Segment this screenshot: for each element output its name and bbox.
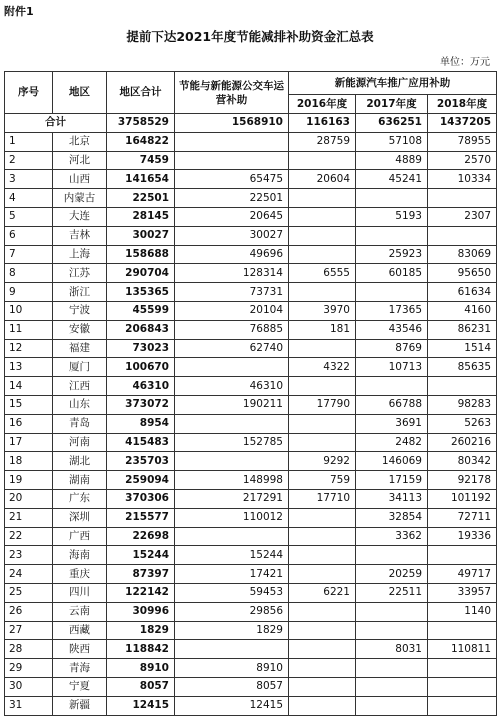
cell-region: 大连: [53, 207, 107, 226]
cell-2018: [428, 546, 497, 565]
cell-2017: [356, 677, 428, 696]
cell-region: 山东: [53, 395, 107, 414]
cell-index: 17: [5, 433, 53, 452]
cell-bus-subsidy: 22501: [175, 189, 289, 208]
cell-region-total: 1829: [107, 621, 175, 640]
cell-bus-subsidy: 76885: [175, 320, 289, 339]
cell-region-total: 7459: [107, 151, 175, 170]
cell-region-total: 122142: [107, 583, 175, 602]
cell-bus-subsidy: 148998: [175, 471, 289, 490]
cell-2016: 28759: [289, 132, 356, 151]
cell-region-total: 22698: [107, 527, 175, 546]
cell-2017: [356, 283, 428, 302]
cell-2017: 45241: [356, 170, 428, 189]
cell-2016: [289, 677, 356, 696]
table-row: [5, 358, 497, 377]
cell-bus-subsidy: [175, 640, 289, 659]
cell-2016: [289, 602, 356, 621]
attachment-label: 附件1: [4, 5, 34, 18]
cell-index: 15: [5, 395, 53, 414]
cell-2017: [356, 659, 428, 678]
table-row: [5, 546, 497, 565]
cell-region: 上海: [53, 245, 107, 264]
cell-bus-subsidy: [175, 527, 289, 546]
table-row: [5, 132, 497, 151]
cell-region-total: 164822: [107, 132, 175, 151]
cell-2018: 72711: [428, 508, 497, 527]
cell-region-total: 118842: [107, 640, 175, 659]
cell-2016: [289, 527, 356, 546]
header-index: 序号: [5, 72, 53, 114]
cell-index: 1: [5, 132, 53, 151]
table-row: [5, 621, 497, 640]
cell-bus-subsidy: 29856: [175, 602, 289, 621]
total-bus: 1568910: [175, 114, 289, 133]
cell-2018: [428, 226, 497, 245]
cell-region: 湖南: [53, 471, 107, 490]
cell-bus-subsidy: 46310: [175, 377, 289, 396]
cell-2016: 3970: [289, 301, 356, 320]
cell-region: 江西: [53, 377, 107, 396]
cell-index: 2: [5, 151, 53, 170]
cell-region: 湖北: [53, 452, 107, 471]
cell-2016: 759: [289, 471, 356, 490]
cell-region: 山西: [53, 170, 107, 189]
cell-region: 西藏: [53, 621, 107, 640]
table-row: [5, 245, 497, 264]
cell-bus-subsidy: 30027: [175, 226, 289, 245]
cell-index: 19: [5, 471, 53, 490]
cell-2017: [356, 189, 428, 208]
cell-2018: 85635: [428, 358, 497, 377]
cell-2017: 8769: [356, 339, 428, 358]
cell-index: 16: [5, 414, 53, 433]
table-row: [5, 602, 497, 621]
cell-region: 深圳: [53, 508, 107, 527]
cell-2018: 80342: [428, 452, 497, 471]
cell-2018: 101192: [428, 489, 497, 508]
cell-index: 23: [5, 546, 53, 565]
cell-region-total: 15244: [107, 546, 175, 565]
header-2017: 2017年度: [356, 95, 428, 114]
cell-index: 21: [5, 508, 53, 527]
cell-index: 22: [5, 527, 53, 546]
cell-region: 青岛: [53, 414, 107, 433]
table-row: [5, 640, 497, 659]
cell-region-total: 100670: [107, 358, 175, 377]
cell-index: 20: [5, 489, 53, 508]
table-row: [5, 377, 497, 396]
cell-2016: [289, 546, 356, 565]
table-row: [5, 677, 497, 696]
cell-region-total: 259094: [107, 471, 175, 490]
cell-2018: 86231: [428, 320, 497, 339]
cell-bus-subsidy: 49696: [175, 245, 289, 264]
cell-bus-subsidy: 20645: [175, 207, 289, 226]
table-row: [5, 339, 497, 358]
cell-region: 广东: [53, 489, 107, 508]
cell-2016: [289, 189, 356, 208]
cell-bus-subsidy: 12415: [175, 696, 289, 715]
cell-index: 11: [5, 320, 53, 339]
header-row-1: [5, 72, 497, 95]
cell-2017: 2482: [356, 433, 428, 452]
cell-2017: 57108: [356, 132, 428, 151]
cell-bus-subsidy: 15244: [175, 546, 289, 565]
table-row: [5, 452, 497, 471]
cell-2016: [289, 640, 356, 659]
cell-index: 10: [5, 301, 53, 320]
cell-region-total: 141654: [107, 170, 175, 189]
cell-bus-subsidy: 73731: [175, 283, 289, 302]
cell-2016: 6221: [289, 583, 356, 602]
cell-2018: 2307: [428, 207, 497, 226]
cell-2017: 32854: [356, 508, 428, 527]
header-nev-group: 新能源汽车推广应用补助: [289, 72, 497, 95]
table-row: [5, 489, 497, 508]
cell-region: 河北: [53, 151, 107, 170]
cell-2016: 20604: [289, 170, 356, 189]
header-2018: 2018年度: [428, 95, 497, 114]
cell-bus-subsidy: 110012: [175, 508, 289, 527]
subsidy-table: [4, 71, 497, 716]
cell-index: 31: [5, 696, 53, 715]
cell-2017: 17365: [356, 301, 428, 320]
cell-2016: [289, 659, 356, 678]
cell-region: 江苏: [53, 264, 107, 283]
cell-region-total: 87397: [107, 565, 175, 584]
cell-region: 新疆: [53, 696, 107, 715]
unit-label: 单位：万元: [440, 57, 490, 68]
cell-region: 安徽: [53, 320, 107, 339]
table-row: [5, 207, 497, 226]
cell-region: 福建: [53, 339, 107, 358]
cell-2018: 33957: [428, 583, 497, 602]
cell-2016: [289, 207, 356, 226]
cell-2018: 49717: [428, 565, 497, 584]
cell-region: 陕西: [53, 640, 107, 659]
cell-region-total: 415483: [107, 433, 175, 452]
cell-2017: 43546: [356, 320, 428, 339]
cell-region-total: 215577: [107, 508, 175, 527]
cell-index: 28: [5, 640, 53, 659]
table-row: [5, 170, 497, 189]
cell-2018: [428, 696, 497, 715]
cell-bus-subsidy: 152785: [175, 433, 289, 452]
cell-2016: [289, 414, 356, 433]
cell-2018: 1140: [428, 602, 497, 621]
cell-region-total: 12415: [107, 696, 175, 715]
table-row: [5, 565, 497, 584]
cell-2017: 8031: [356, 640, 428, 659]
cell-2018: 83069: [428, 245, 497, 264]
cell-2016: 6555: [289, 264, 356, 283]
cell-region: 浙江: [53, 283, 107, 302]
cell-bus-subsidy: 217291: [175, 489, 289, 508]
cell-region-total: 45599: [107, 301, 175, 320]
cell-index: 14: [5, 377, 53, 396]
cell-2017: [356, 377, 428, 396]
cell-2018: 1514: [428, 339, 497, 358]
cell-bus-subsidy: 20104: [175, 301, 289, 320]
table-row: [5, 659, 497, 678]
cell-2016: [289, 339, 356, 358]
cell-2016: [289, 621, 356, 640]
table-row: [5, 471, 497, 490]
cell-2016: [289, 377, 356, 396]
cell-index: 26: [5, 602, 53, 621]
total-region-total: 3758529: [107, 114, 175, 133]
cell-region: 宁夏: [53, 677, 107, 696]
header-region: 地区: [53, 72, 107, 114]
cell-bus-subsidy: 65475: [175, 170, 289, 189]
cell-2016: 4322: [289, 358, 356, 377]
cell-2016: [289, 565, 356, 584]
cell-bus-subsidy: 190211: [175, 395, 289, 414]
cell-2018: [428, 189, 497, 208]
cell-region-total: 46310: [107, 377, 175, 396]
table-row: [5, 433, 497, 452]
cell-2017: 5193: [356, 207, 428, 226]
cell-index: 5: [5, 207, 53, 226]
cell-bus-subsidy: 128314: [175, 264, 289, 283]
cell-2017: 4889: [356, 151, 428, 170]
cell-2016: [289, 283, 356, 302]
cell-region: 宁波: [53, 301, 107, 320]
cell-index: 13: [5, 358, 53, 377]
cell-2018: 78955: [428, 132, 497, 151]
cell-index: 7: [5, 245, 53, 264]
cell-2016: 17790: [289, 395, 356, 414]
cell-2017: [356, 546, 428, 565]
cell-2017: 146069: [356, 452, 428, 471]
cell-region-total: 8057: [107, 677, 175, 696]
table-row: [5, 696, 497, 715]
cell-region-total: 135365: [107, 283, 175, 302]
total-label: 合计: [5, 114, 107, 133]
cell-2017: [356, 621, 428, 640]
cell-region-total: 206843: [107, 320, 175, 339]
table-row: [5, 301, 497, 320]
cell-2017: 22511: [356, 583, 428, 602]
cell-region-total: 290704: [107, 264, 175, 283]
cell-2018: 10334: [428, 170, 497, 189]
table-row: [5, 320, 497, 339]
cell-2018: 4160: [428, 301, 497, 320]
cell-2016: [289, 226, 356, 245]
cell-index: 30: [5, 677, 53, 696]
table-row: [5, 151, 497, 170]
cell-2016: [289, 508, 356, 527]
cell-2017: 20259: [356, 565, 428, 584]
cell-region: 云南: [53, 602, 107, 621]
cell-region-total: 8954: [107, 414, 175, 433]
cell-2017: 34113: [356, 489, 428, 508]
cell-index: 8: [5, 264, 53, 283]
cell-2016: [289, 696, 356, 715]
cell-region-total: 8910: [107, 659, 175, 678]
cell-region-total: 22501: [107, 189, 175, 208]
cell-region: 青海: [53, 659, 107, 678]
cell-2017: 60185: [356, 264, 428, 283]
cell-bus-subsidy: 8057: [175, 677, 289, 696]
total-2016: 116163: [289, 114, 356, 133]
cell-2016: [289, 245, 356, 264]
total-2018: 1437205: [428, 114, 497, 133]
cell-2016: 17710: [289, 489, 356, 508]
cell-2018: [428, 659, 497, 678]
total-2017: 636251: [356, 114, 428, 133]
cell-2018: [428, 377, 497, 396]
cell-index: 12: [5, 339, 53, 358]
cell-index: 3: [5, 170, 53, 189]
cell-region-total: 28145: [107, 207, 175, 226]
cell-region: 吉林: [53, 226, 107, 245]
cell-2017: 3362: [356, 527, 428, 546]
cell-region-total: 373072: [107, 395, 175, 414]
cell-2017: 66788: [356, 395, 428, 414]
header-region-total: 地区合计: [107, 72, 175, 114]
cell-2016: [289, 151, 356, 170]
cell-2018: 2570: [428, 151, 497, 170]
table-row: [5, 189, 497, 208]
cell-index: 18: [5, 452, 53, 471]
cell-region-total: 235703: [107, 452, 175, 471]
cell-bus-subsidy: [175, 151, 289, 170]
cell-bus-subsidy: 8910: [175, 659, 289, 678]
cell-2018: 19336: [428, 527, 497, 546]
cell-region: 海南: [53, 546, 107, 565]
cell-bus-subsidy: [175, 358, 289, 377]
cell-region: 四川: [53, 583, 107, 602]
cell-2017: [356, 226, 428, 245]
cell-2018: 260216: [428, 433, 497, 452]
cell-region: 重庆: [53, 565, 107, 584]
document-title: 提前下达2021年度节能减排补助资金汇总表: [126, 29, 374, 44]
cell-region: 广西: [53, 527, 107, 546]
cell-region-total: 370306: [107, 489, 175, 508]
table-row: [5, 395, 497, 414]
cell-2018: 61634: [428, 283, 497, 302]
cell-2016: 9292: [289, 452, 356, 471]
cell-bus-subsidy: [175, 414, 289, 433]
cell-index: 9: [5, 283, 53, 302]
cell-2016: [289, 433, 356, 452]
cell-index: 29: [5, 659, 53, 678]
cell-2018: 98283: [428, 395, 497, 414]
cell-bus-subsidy: [175, 132, 289, 151]
cell-region-total: 73023: [107, 339, 175, 358]
cell-region: 厦门: [53, 358, 107, 377]
total-row: [5, 114, 497, 133]
cell-index: 24: [5, 565, 53, 584]
cell-region-total: 158688: [107, 245, 175, 264]
cell-2018: [428, 677, 497, 696]
cell-bus-subsidy: 1829: [175, 621, 289, 640]
table-row: [5, 414, 497, 433]
cell-region-total: 30996: [107, 602, 175, 621]
cell-bus-subsidy: 17421: [175, 565, 289, 584]
cell-2018: 92178: [428, 471, 497, 490]
cell-bus-subsidy: 62740: [175, 339, 289, 358]
cell-2017: 25923: [356, 245, 428, 264]
cell-2017: 10713: [356, 358, 428, 377]
cell-2017: 17159: [356, 471, 428, 490]
cell-2016: 181: [289, 320, 356, 339]
cell-index: 4: [5, 189, 53, 208]
cell-2018: [428, 621, 497, 640]
cell-region-total: 30027: [107, 226, 175, 245]
table-row: [5, 583, 497, 602]
table-body: [5, 72, 497, 716]
table-row: [5, 527, 497, 546]
cell-bus-subsidy: [175, 452, 289, 471]
table-row: [5, 283, 497, 302]
cell-bus-subsidy: 59453: [175, 583, 289, 602]
cell-region: 河南: [53, 433, 107, 452]
table-row: [5, 264, 497, 283]
cell-2018: 110811: [428, 640, 497, 659]
cell-index: 25: [5, 583, 53, 602]
table-row: [5, 226, 497, 245]
cell-region: 内蒙古: [53, 189, 107, 208]
cell-index: 6: [5, 226, 53, 245]
header-2016: 2016年度: [289, 95, 356, 114]
cell-2018: 95650: [428, 264, 497, 283]
cell-2018: 5263: [428, 414, 497, 433]
cell-index: 27: [5, 621, 53, 640]
cell-2017: 3691: [356, 414, 428, 433]
header-bus-subsidy: 节能与新能源公交车运营补助: [175, 72, 289, 114]
table-row: [5, 508, 497, 527]
cell-2017: [356, 602, 428, 621]
cell-region: 北京: [53, 132, 107, 151]
cell-2017: [356, 696, 428, 715]
